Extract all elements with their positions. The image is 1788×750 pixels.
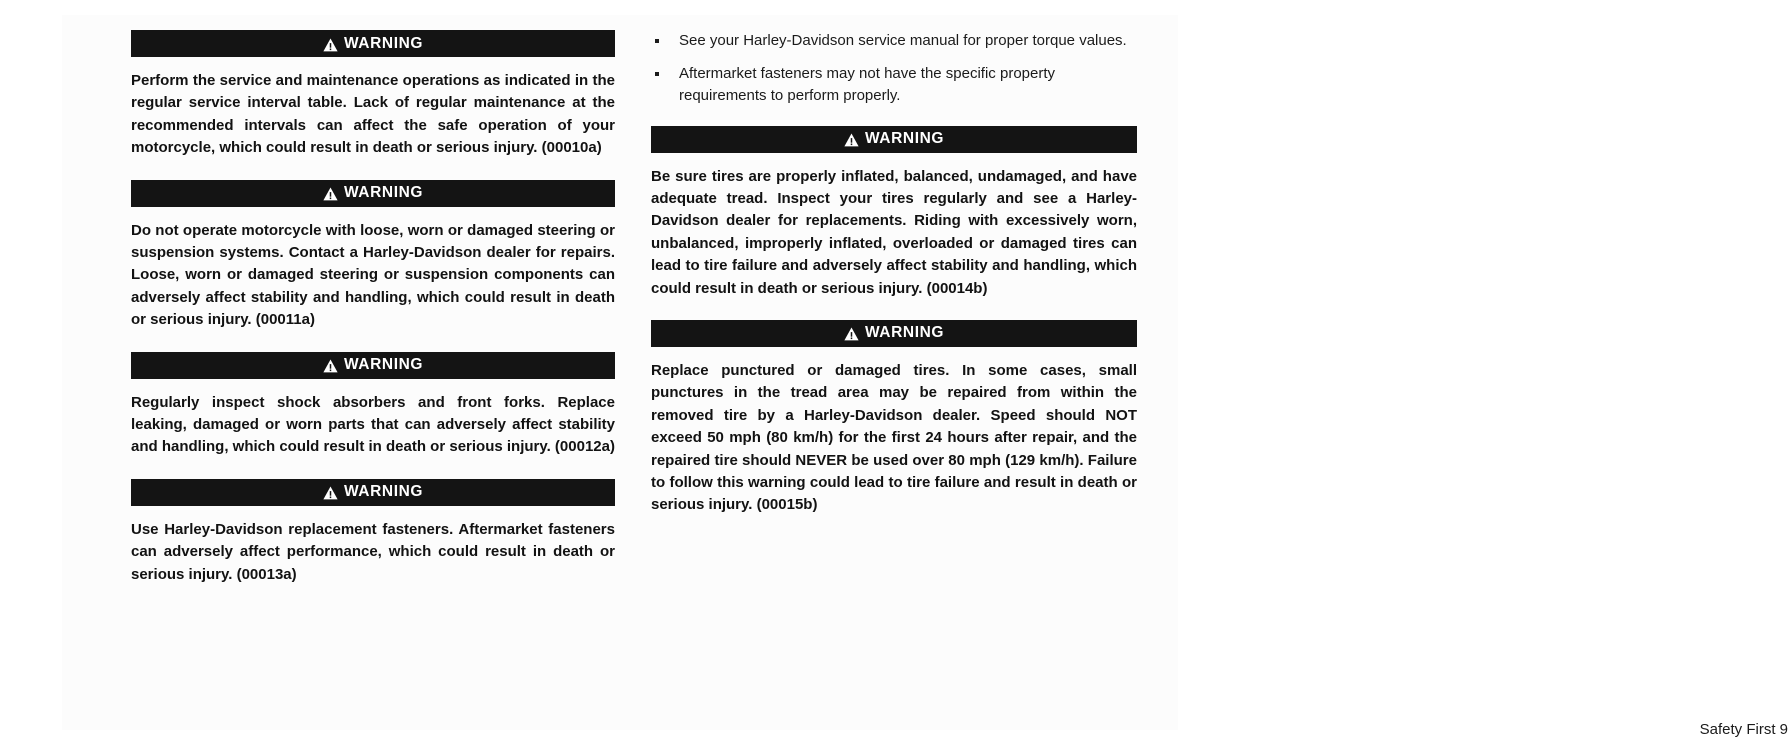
warning-triangle-icon: [844, 133, 859, 147]
right-column: [651, 30, 1788, 738]
list-item-text: See your Harley-Davidson service manual for proper torque values.: [679, 32, 1127, 49]
warning-body-text: Use Harley-Davidson replacement fasteners. Aftermarket fasteners can adversely affect performance, which could result in death or serious injury. (00013a): [131, 520, 615, 583]
fastener-notes-list: [651, 30, 1137, 108]
warning-triangle-icon: [323, 486, 338, 500]
warning-block-00013a: [131, 479, 615, 586]
warning-banner: [131, 352, 615, 379]
warning-triangle-icon: [323, 38, 338, 52]
left-column: [131, 30, 615, 586]
warning-banner-label: WARNING: [343, 184, 424, 202]
warning-triangle-icon: [844, 327, 859, 341]
warning-block-00010a: [131, 30, 615, 160]
warning-body-text: Regularly inspect shock absorbers and front forks. Replace leaking, damaged or worn parts that can adversely affect stability and handling, which could result in death or serious injury. (00012a): [131, 393, 615, 456]
warning-banner-label: WARNING: [343, 356, 424, 374]
warning-body-text: Perform the service and maintenance operations as indicated in the regular service interval table. Lack of regular maintenance at the recommended intervals can affect the safe operation of your motorcycle, which could result in death or serious injury. (00010a): [131, 72, 615, 157]
bullet-point-icon: [655, 39, 659, 43]
warning-block-00012a: [131, 352, 615, 459]
page-footer: Safety First 9: [1699, 721, 1788, 738]
list-item-text: Aftermarket fasteners may not have the specific property requirements to perform properly.: [679, 64, 1056, 104]
warning-banner: [651, 320, 1137, 347]
list-item: [651, 30, 1137, 53]
warning-body-text: Replace punctured or damaged tires. In some cases, small punctures in the tread area may be repaired from within the removed tire by a Harley-Davidson dealer. Speed should NOT exceed 50 mph (80 km/h) for the first 24 hours after repair, and the repaired tire should NEVER be used over 80 mph (129 km/h). Failure to follow this warning could lead to tire failure and result in death or serious injury. (00015b): [651, 361, 1137, 514]
warning-banner: [131, 479, 615, 506]
warning-block-00015b: [651, 320, 1137, 517]
list-item: [651, 63, 1137, 108]
warning-banner-label: WARNING: [864, 130, 945, 147]
warning-body-text: Do not operate motorcycle with loose, worn or damaged steering or suspension systems. Contact a Harley-Davidson dealer for repairs. Loose, worn or damaged steering or suspension components can adversely affect stability and handling, which could result in death or serious injury. (00011a): [131, 221, 615, 329]
warning-banner: [131, 180, 615, 207]
warning-banner: [131, 30, 615, 57]
warning-block-00014b: [651, 126, 1137, 300]
warning-triangle-icon: [323, 359, 338, 373]
warning-banner-label: WARNING: [343, 483, 424, 501]
warning-triangle-icon: [323, 187, 338, 201]
bullet-point-icon: [655, 72, 659, 76]
warning-banner: [651, 126, 1137, 153]
warning-banner-label: WARNING: [864, 324, 945, 342]
warning-block-00011a: [131, 180, 615, 332]
warning-banner-label: WARNING: [343, 34, 424, 52]
warning-body-text: Be sure tires are properly inflated, balanced, undamaged, and have adequate tread. Inspect your tires regularly and see a Harley-Davidson dealer for replacements. Riding with excessively worn, unbalanced, improperly inflated, overloaded or damaged tires can lead to tire failure and adversely affect stability and handling, which could result in death or serious injury. (00014b): [651, 167, 1137, 297]
